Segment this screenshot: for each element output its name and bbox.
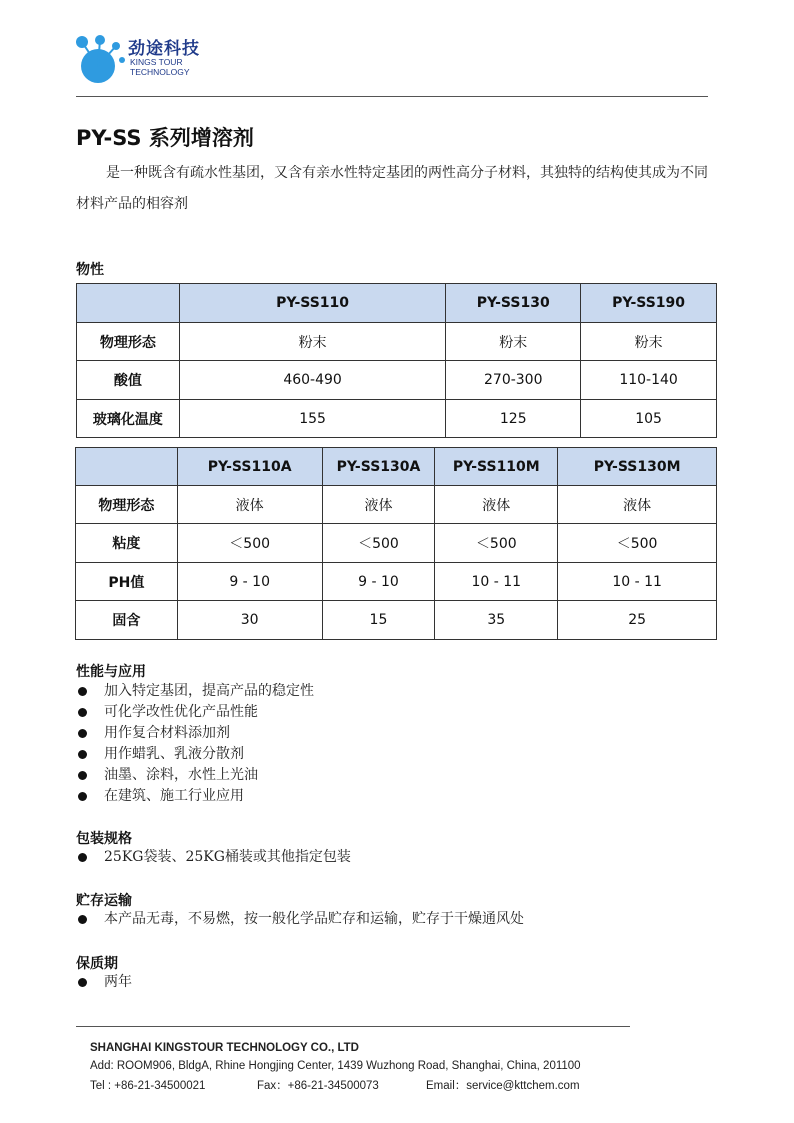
list-item-text: 油墨、涂料，水性上光油 (104, 767, 258, 783)
page-title: PY-SS 系列增溶剂 (76, 126, 254, 150)
list-item (76, 744, 314, 765)
list-item (76, 909, 524, 930)
list-item-text: 用作蜡乳、乳液分散剂 (104, 746, 244, 762)
footer-contact (90, 1077, 580, 1093)
packaging-list (76, 847, 351, 868)
shelf-life-heading: 保质期 (76, 956, 118, 972)
table-header-row (77, 284, 717, 323)
table-cell: 液体 (558, 486, 717, 524)
table-cell: 15 (322, 601, 435, 640)
table-cell: 粉末 (446, 323, 581, 361)
table-row (77, 323, 717, 361)
table-header-cell: PY-SS110 (179, 284, 446, 323)
logo-english-line1: KINGS TOUR (130, 57, 183, 67)
shelf-life-list (76, 972, 132, 993)
list-item (76, 972, 132, 993)
table-cell: 35 (435, 601, 558, 640)
bullet-icon (78, 915, 87, 924)
table-cell: 粉末 (581, 323, 717, 361)
table-row (76, 601, 717, 640)
list-item (76, 723, 314, 744)
row-header-cell: 物理形态 (77, 323, 180, 361)
bullet-icon (78, 750, 87, 759)
table-cell: 液体 (435, 486, 558, 524)
table-cell: ＜500 (558, 524, 717, 563)
header-divider (76, 96, 708, 97)
table-row (76, 563, 717, 601)
table-header-cell (76, 448, 178, 486)
table-header-cell: PY-SS190 (581, 284, 717, 323)
table-header-cell (77, 284, 180, 323)
performance-heading: 性能与应用 (76, 664, 146, 680)
table-cell: 25 (558, 601, 717, 640)
table-cell: 155 (179, 400, 446, 438)
table-cell: 10 - 11 (558, 563, 717, 601)
list-item (76, 765, 314, 786)
table-cell: ＜500 (322, 524, 435, 563)
table-cell: 9 - 10 (322, 563, 435, 601)
table-row (76, 524, 717, 563)
properties-table-2 (75, 447, 717, 640)
logo-english-line2: TECHNOLOGY (130, 67, 190, 77)
footer-company-name: SHANGHAI KINGSTOUR TECHNOLOGY CO., LTD (90, 1042, 359, 1054)
list-item-text: 可化学改性优化产品性能 (104, 704, 258, 720)
table-cell: 460-490 (179, 361, 446, 400)
performance-list (76, 681, 314, 807)
bullet-icon (78, 853, 87, 862)
company-logo (72, 30, 212, 90)
list-item (76, 681, 314, 702)
table-cell: 30 (177, 601, 322, 640)
table-row (77, 400, 717, 438)
packaging-heading: 包装规格 (76, 831, 132, 847)
bullet-icon (78, 978, 87, 987)
bullet-icon (78, 729, 87, 738)
table-header-row (76, 448, 717, 486)
footer-divider (76, 1026, 630, 1027)
footer-fax: Fax：+86-21-34500073 (257, 1080, 379, 1092)
table-cell: 9 - 10 (177, 563, 322, 601)
list-item (76, 702, 314, 723)
table-cell: ＜500 (435, 524, 558, 563)
logo-molecule-icon (72, 30, 132, 92)
table-header-cell: PY-SS130A (322, 448, 435, 486)
table-cell: 粉末 (179, 323, 446, 361)
properties-table-1 (76, 283, 717, 438)
row-header-cell: 固含 (76, 601, 178, 640)
table-header-cell: PY-SS110M (435, 448, 558, 486)
row-header-cell: 酸值 (77, 361, 180, 400)
table-cell: 125 (446, 400, 581, 438)
footer-address: Add: ROOM906, BldgA, Rhine Hongjing Center, 1439 Wuzhong Road, Shanghai, China, 201100 (90, 1060, 581, 1072)
storage-heading: 贮存运输 (76, 893, 132, 909)
list-item-text: 用作复合材料添加剂 (104, 725, 230, 741)
footer-tel: Tel : +86-21-34500021 (90, 1080, 206, 1092)
list-item-text: 本产品无毒，不易燃，按一般化学品贮存和运输，贮存于干燥通风处 (104, 911, 524, 927)
list-item (76, 786, 314, 807)
bullet-icon (78, 708, 87, 717)
table-cell: 10 - 11 (435, 563, 558, 601)
footer-email: Email：service@kttchem.com (426, 1080, 580, 1092)
table-header-cell: PY-SS110A (177, 448, 322, 486)
intro-paragraph: 是一种既含有疏水性基团，又含有亲水性特定基团的两性高分子材料，其独特的结构使其成为不同材料产品的相容剂 (76, 165, 708, 212)
list-item-text: 两年 (104, 974, 132, 990)
table-row (77, 361, 717, 400)
table-header-cell: PY-SS130M (558, 448, 717, 486)
row-header-cell: 玻璃化温度 (77, 400, 180, 438)
table-header-cell: PY-SS130 (446, 284, 581, 323)
row-header-cell: 物理形态 (76, 486, 178, 524)
list-item-text: 在建筑、施工行业应用 (104, 788, 244, 804)
table-cell: 液体 (322, 486, 435, 524)
storage-list (76, 909, 524, 930)
properties-heading: 物性 (76, 262, 104, 278)
bullet-icon (78, 792, 87, 801)
table-cell: 液体 (177, 486, 322, 524)
logo-chinese-text: 劲途科技 (128, 39, 200, 59)
table-cell: 110-140 (581, 361, 717, 400)
row-header-cell: 粘度 (76, 524, 178, 563)
list-item (76, 847, 351, 868)
list-item-text: 加入特定基团，提高产品的稳定性 (104, 683, 314, 699)
bullet-icon (78, 687, 87, 696)
list-item-text: 25KG袋装、25KG桶装或其他指定包装 (104, 849, 351, 865)
bullet-icon (78, 771, 87, 780)
row-header-cell: PH值 (76, 563, 178, 601)
table-cell: 270-300 (446, 361, 581, 400)
table-row (76, 486, 717, 524)
table-cell: ＜500 (177, 524, 322, 563)
table-cell: 105 (581, 400, 717, 438)
